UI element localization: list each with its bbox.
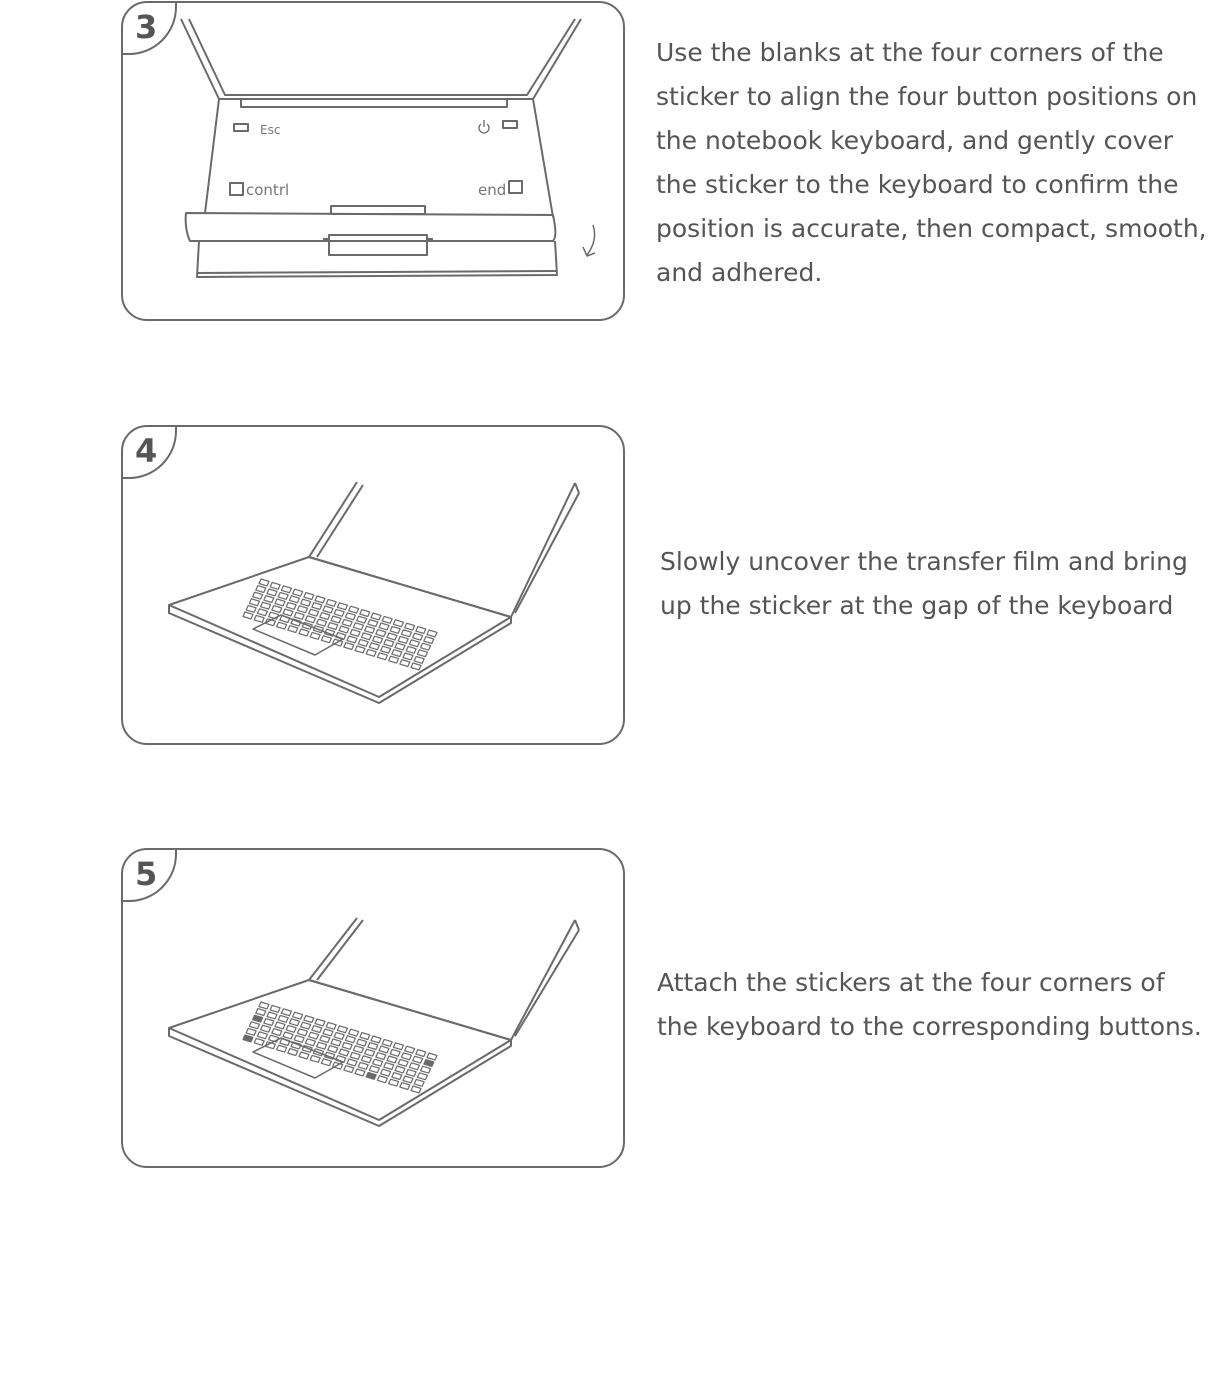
key: [381, 646, 391, 653]
key: [395, 1066, 405, 1073]
key: [297, 606, 307, 613]
key: [387, 633, 397, 640]
key: [259, 1002, 269, 1009]
key: [427, 630, 437, 637]
key: [392, 650, 402, 657]
key: [379, 623, 389, 630]
key: [331, 1039, 341, 1046]
key: [317, 1042, 327, 1049]
step-3-description: [656, 31, 1216, 295]
key: [371, 613, 381, 620]
key: [281, 1009, 291, 1016]
end-key: [509, 181, 522, 193]
step-3-line: Use the blanks at the four corners of the: [656, 38, 1164, 67]
laptop-perspective-illustration: [123, 850, 625, 1168]
key: [342, 1042, 352, 1049]
key: [400, 1083, 410, 1090]
step-5-line: Attach the stickers at the four corners of: [657, 968, 1165, 997]
step-3-line: position is accurate, then compact, smooth,: [656, 214, 1207, 243]
key: [254, 615, 264, 622]
key: [405, 623, 415, 630]
key: [369, 1066, 379, 1073]
key: [366, 1072, 376, 1079]
key: [406, 646, 416, 653]
key: [254, 1038, 264, 1045]
key: [339, 1049, 349, 1056]
key: [342, 619, 352, 626]
key: [328, 623, 338, 630]
key: [344, 1066, 354, 1073]
key: [331, 616, 341, 623]
key: [401, 630, 411, 637]
key: [286, 602, 296, 609]
key: [416, 1050, 426, 1057]
step-4-illustration-panel: [121, 425, 625, 745]
key: [326, 599, 336, 606]
key: [243, 1035, 253, 1042]
key: [360, 1033, 370, 1040]
key: [293, 1012, 303, 1019]
key: [288, 626, 298, 633]
key: [267, 1012, 277, 1019]
key: [360, 610, 370, 617]
key: [358, 1062, 368, 1069]
key: [309, 609, 319, 616]
laptop-perspective-illustration: [123, 427, 625, 745]
key: [246, 1028, 256, 1035]
key: [312, 603, 322, 610]
key: [261, 602, 271, 609]
key: [377, 653, 387, 660]
key: [320, 613, 330, 620]
key: [283, 609, 293, 616]
ctrl-key: [230, 183, 243, 195]
key: [376, 630, 386, 637]
key: [334, 609, 344, 616]
key: [424, 1060, 434, 1067]
key: [421, 643, 431, 650]
key: [409, 1063, 419, 1070]
key: [368, 620, 378, 627]
key: [417, 650, 427, 657]
key: [365, 626, 375, 633]
key: [376, 1053, 386, 1060]
key: [305, 1039, 315, 1046]
esc-key: [234, 124, 248, 131]
step-4-number: 4: [135, 432, 158, 470]
key: [301, 599, 311, 606]
step-3-illustration-panel: [121, 1, 625, 321]
key: [409, 640, 419, 647]
key: [305, 616, 315, 623]
key: [249, 599, 259, 606]
key: [283, 1032, 293, 1039]
key: [275, 599, 285, 606]
key: [377, 1076, 387, 1083]
key: [270, 582, 280, 589]
key: [320, 1036, 330, 1043]
key: [365, 1049, 375, 1056]
key: [310, 632, 320, 639]
key: [366, 649, 376, 656]
key: [373, 1059, 383, 1066]
key: [261, 1025, 271, 1032]
key: [294, 612, 304, 619]
key: [321, 636, 331, 643]
key: [286, 1025, 296, 1032]
key: [389, 656, 399, 663]
key: [403, 653, 413, 660]
key: [280, 616, 290, 623]
step-3-line: the notebook keyboard, and gently cover: [656, 126, 1174, 155]
key: [392, 1073, 402, 1080]
key: [398, 636, 408, 643]
step-5-description: [657, 961, 1222, 1049]
key: [353, 1046, 363, 1053]
key: [289, 1019, 299, 1026]
key: [381, 1069, 391, 1076]
key: [337, 603, 347, 610]
step-4-line: Slowly uncover the transfer film and bring: [660, 547, 1188, 576]
key: [281, 586, 291, 593]
key: [379, 1046, 389, 1053]
key: [257, 1032, 267, 1039]
key: [393, 620, 403, 627]
key: [347, 1059, 357, 1066]
key: [424, 637, 434, 644]
key: [398, 1059, 408, 1066]
key: [278, 592, 288, 599]
key: [393, 1043, 403, 1050]
key: [405, 1046, 415, 1053]
key: [339, 626, 349, 633]
key: [270, 1005, 280, 1012]
key: [413, 633, 423, 640]
key: [382, 616, 392, 623]
key: [277, 622, 287, 629]
key: [395, 643, 405, 650]
key: [344, 643, 354, 650]
key: [355, 646, 365, 653]
key: [349, 1029, 359, 1036]
step-5-line: the keyboard to the corresponding buttons.: [657, 1012, 1202, 1041]
key: [350, 1052, 360, 1059]
key: [297, 1029, 307, 1036]
key: [280, 1039, 290, 1046]
key: [390, 626, 400, 633]
key: [358, 639, 368, 646]
key: [256, 586, 266, 593]
key: [361, 633, 371, 640]
key: [277, 1045, 287, 1052]
key: [328, 1046, 338, 1053]
key: [304, 593, 314, 600]
key: [345, 613, 355, 620]
key: [259, 579, 269, 586]
key: [264, 596, 274, 603]
key: [357, 616, 367, 623]
key: [310, 1055, 320, 1062]
key: [299, 1052, 309, 1059]
power-icon: [479, 120, 489, 133]
key: [411, 663, 421, 670]
step-3-line: and adhered.: [656, 258, 823, 287]
key: [317, 619, 327, 626]
key: [416, 627, 426, 634]
key: [371, 1036, 381, 1043]
key: [326, 1022, 336, 1029]
esc-label: Esc: [260, 123, 281, 137]
key: [267, 589, 277, 596]
key: [253, 592, 263, 599]
key: [269, 1035, 279, 1042]
key: [315, 1019, 325, 1026]
key: [345, 1036, 355, 1043]
key: [309, 1032, 319, 1039]
key: [413, 1056, 423, 1063]
key: [294, 1035, 304, 1042]
key: [272, 606, 282, 613]
key: [384, 640, 394, 647]
key: [387, 1056, 397, 1063]
key: [417, 1073, 427, 1080]
key: [249, 1022, 259, 1029]
laptop-front-illustration: [123, 3, 625, 321]
key: [253, 1015, 263, 1022]
key: [323, 606, 333, 613]
step-3-line: sticker to align the four button positions on: [656, 82, 1198, 111]
key: [264, 1019, 274, 1026]
key: [357, 1039, 367, 1046]
key: [301, 1022, 311, 1029]
step-3-number: 3: [135, 8, 158, 46]
key: [293, 589, 303, 596]
key: [403, 1076, 413, 1083]
key: [400, 660, 410, 667]
step-3-line: the sticker to the keyboard to confirm the: [656, 170, 1179, 199]
key: [353, 623, 363, 630]
key: [347, 636, 357, 643]
key: [321, 1059, 331, 1066]
key: [288, 1049, 298, 1056]
key: [361, 1056, 371, 1063]
ctrl-label: contrl: [246, 181, 290, 199]
key: [401, 1053, 411, 1060]
key: [304, 1016, 314, 1023]
key: [349, 606, 359, 613]
key: [256, 1009, 266, 1016]
key: [269, 612, 279, 619]
key: [384, 1063, 394, 1070]
key: [246, 605, 256, 612]
key: [334, 1032, 344, 1039]
key: [355, 1069, 365, 1076]
key: [243, 612, 253, 619]
key: [369, 643, 379, 650]
key: [382, 1039, 392, 1046]
key: [312, 1026, 322, 1033]
power-key: [503, 121, 517, 128]
key: [373, 636, 383, 643]
key: [257, 609, 267, 616]
key: [350, 629, 360, 636]
key: [427, 1053, 437, 1060]
key: [414, 1079, 424, 1086]
key: [390, 1049, 400, 1056]
step-4-description: [660, 540, 1220, 628]
step-5-number: 5: [135, 855, 158, 893]
key: [275, 1022, 285, 1029]
key: [289, 596, 299, 603]
arrow-down-icon: [583, 225, 595, 256]
step-4-line: up the sticker at the gap of the keyboard: [660, 591, 1174, 620]
key: [389, 1079, 399, 1086]
key: [406, 1069, 416, 1076]
key: [337, 1026, 347, 1033]
key: [278, 1015, 288, 1022]
key: [315, 596, 325, 603]
key: [323, 1029, 333, 1036]
end-label: end: [478, 181, 507, 199]
step-5-illustration-panel: [121, 848, 625, 1168]
key: [272, 1029, 282, 1036]
key: [414, 656, 424, 663]
key: [411, 1086, 421, 1093]
key: [421, 1066, 431, 1073]
key: [299, 629, 309, 636]
key: [368, 1043, 378, 1050]
